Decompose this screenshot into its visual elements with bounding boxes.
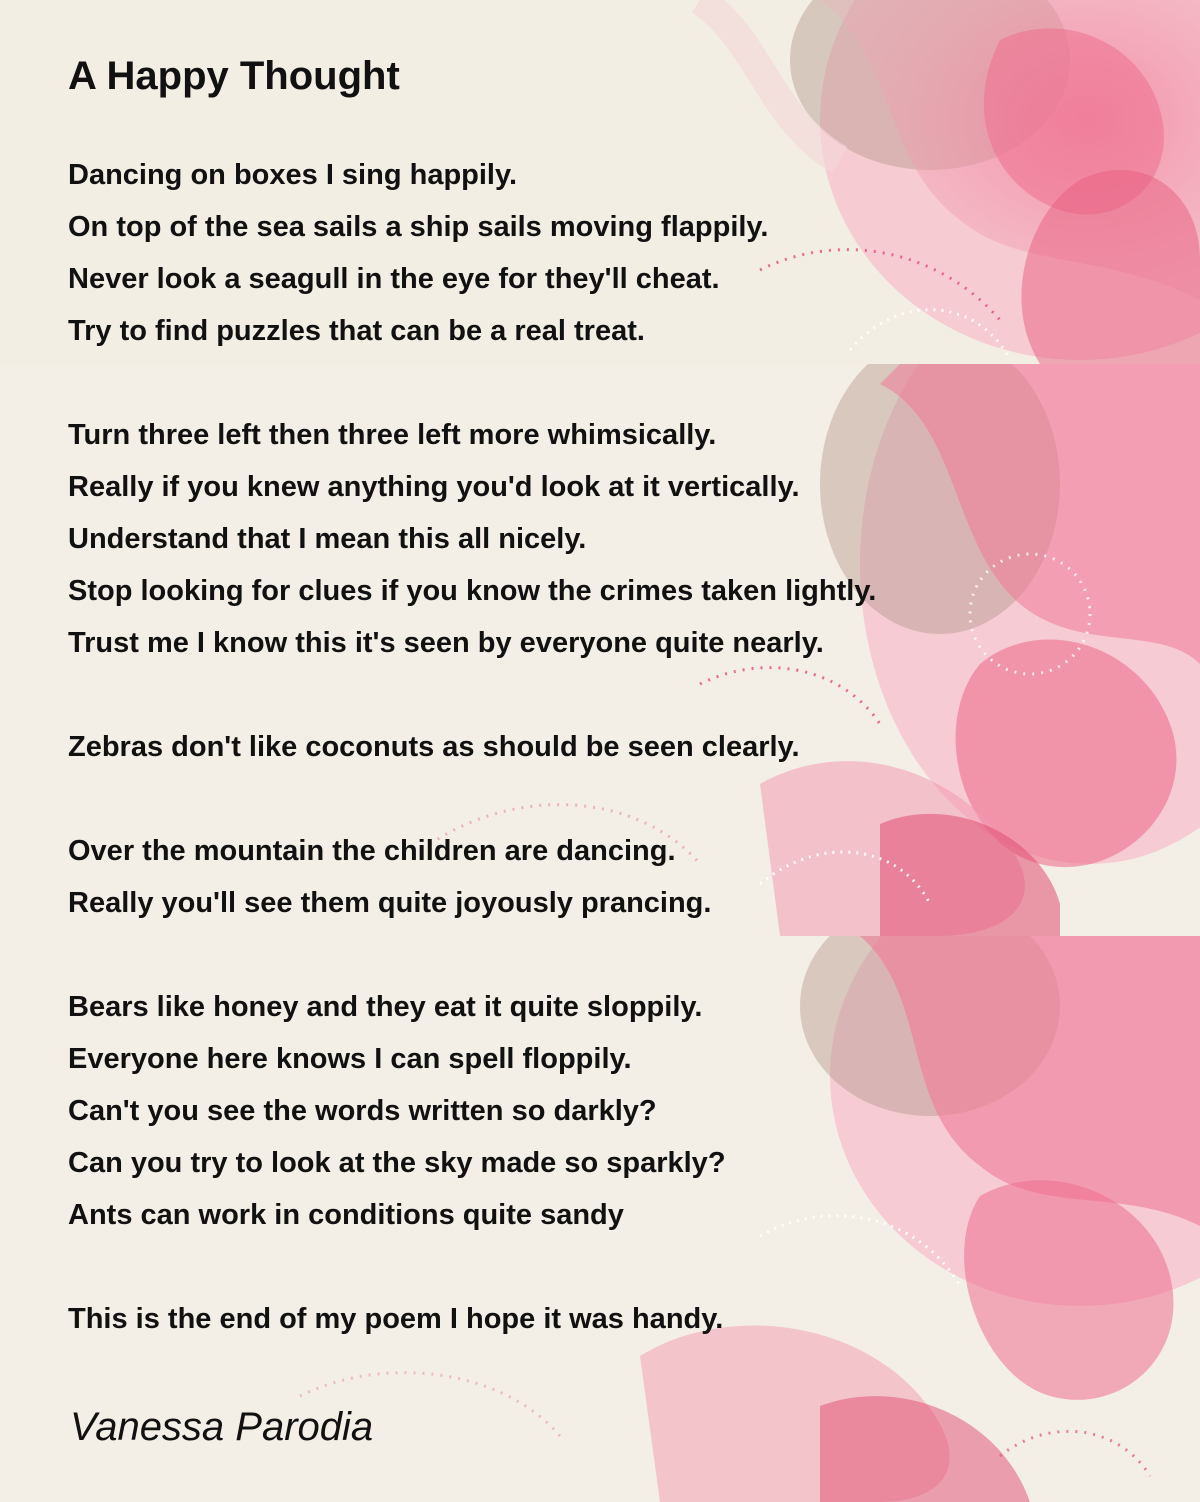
poem-line: Really you'll see them quite joyously prancing. bbox=[68, 887, 712, 919]
poem-line: Ants can work in conditions quite sandy bbox=[68, 1199, 624, 1231]
poem-line: Turn three left then three left more whimsically. bbox=[68, 419, 717, 451]
poem-line: Trust me I know this it's seen by everyone quite nearly. bbox=[68, 627, 824, 659]
poem-line: Stop looking for clues if you know the crimes taken lightly. bbox=[68, 575, 877, 607]
poem-line: Really if you knew anything you'd look at it vertically. bbox=[68, 471, 800, 503]
poem-line: Everyone here knows I can spell floppily. bbox=[68, 1043, 632, 1075]
poem-line: Never look a seagull in the eye for they'll cheat. bbox=[68, 263, 720, 295]
poem-line: Can you try to look at the sky made so sparkly? bbox=[68, 1147, 726, 1179]
poem-author: Vanessa Parodia bbox=[70, 1405, 374, 1449]
poem-line: This is the end of my poem I hope it was handy. bbox=[68, 1303, 724, 1335]
poem-line: Bears like honey and they eat it quite sloppily. bbox=[68, 991, 703, 1023]
poem-line: Over the mountain the children are dancing. bbox=[68, 835, 676, 867]
poem-line: On top of the sea sails a ship sails moving flappily. bbox=[68, 211, 769, 243]
poem-line: Can't you see the words written so darkly? bbox=[68, 1095, 657, 1127]
poem-line: Dancing on boxes I sing happily. bbox=[68, 159, 518, 191]
poem-title: A Happy Thought bbox=[68, 54, 400, 98]
poem-line: Try to find puzzles that can be a real treat. bbox=[68, 315, 645, 347]
poem-line: Understand that I mean this all nicely. bbox=[68, 523, 587, 555]
poem-line: Zebras don't like coconuts as should be seen clearly. bbox=[68, 731, 800, 763]
